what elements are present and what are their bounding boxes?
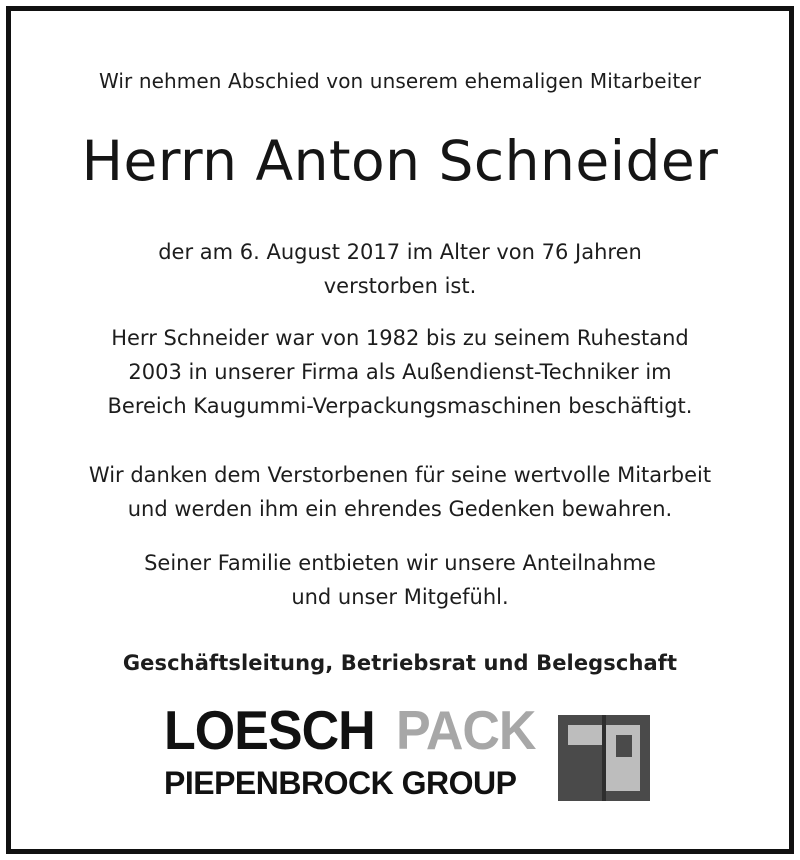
death-paragraph [11,235,789,303]
thanks-line: Wir danken dem Verstorbenen für seine wertvolle Mitarbeit [88,463,712,487]
career-line: Herr Schneider war von 1982 bis zu seinem Ruhestand [111,326,689,350]
deceased-name: Herrn Anton Schneider [81,129,719,193]
death-line: der am 6. August 2017 im Alter von 76 Jahren [158,240,642,264]
thanks-line: und werden ihm ein ehrendes Gedenken bewahren. [127,497,673,521]
career-paragraph [11,321,789,423]
career-line: 2003 in unserer Firma als Außendienst-Techniker im [128,360,672,384]
thanks-paragraph [11,458,789,526]
intro-text: Wir nehmen Abschied von unserem ehemaligen Mitarbeiter [98,69,702,93]
logo-word-loesch: LOESCH [164,700,375,762]
logo-mark-icon [558,715,650,801]
sympathy-line: Seiner Familie entbieten wir unsere Anteilnahme [144,551,656,575]
career-line: Bereich Kaugummi-Verpackungsmaschinen beschäftigt. [107,394,693,418]
logo-word-pack: PACK [396,700,536,762]
obituary-frame [6,6,794,854]
logo-group-name: PIEPENBROCK GROUP [164,765,517,801]
company-logo [156,700,656,807]
death-line: verstorben ist. [323,274,477,298]
sympathy-line: und unser Mitgefühl. [291,585,509,609]
sympathy-paragraph [11,546,789,614]
signature: Geschäftsleitung, Betriebsrat und Belegschaft [122,651,678,675]
